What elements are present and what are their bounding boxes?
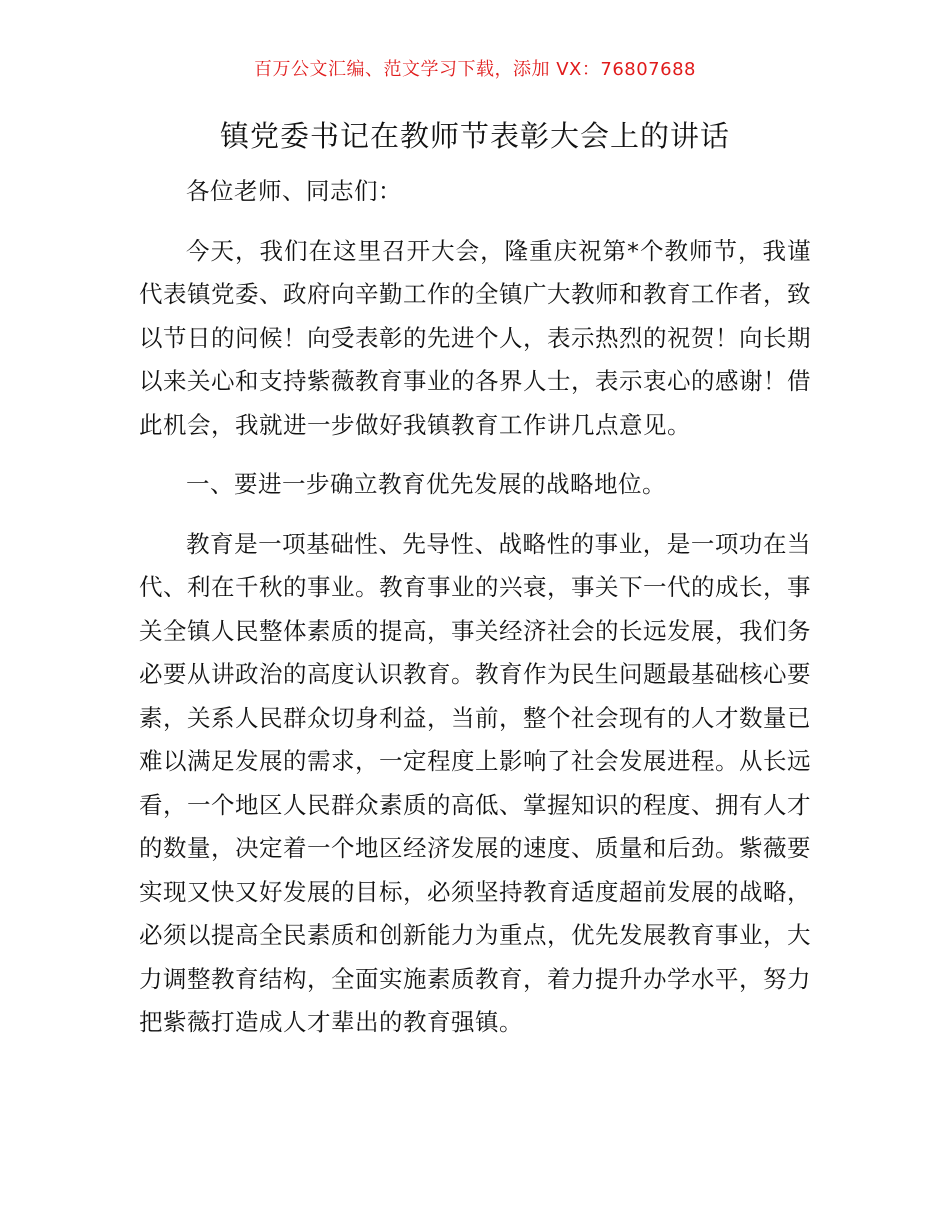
speech-title: 镇党委书记在教师节表彰大会上的讲话 bbox=[219, 119, 730, 153]
paragraph-section-1: 教育是一项基础性、先导性、战略性的事业，是一项功在当代、利在千秋的事业。教育事业的兴衰，事关下一代的成长，事关全镇人民整体素质的提高，事关经济社会的长远发展，我们务必要从讲政治的高度认识教育。教育作为民生问题最基础核心要素，关系人民群众切身利益，当前，整个社会现有的人才数量已难以满足发展的需求，一定程度上影响了社会发展进程。从长远看，一个地区人民群众素质的高低、掌握知识的程度、拥有人才的数量，决定着一个地区经济发展的速度、质量和后劲。紫薇要实现又快又好发展的目标，必须坚持教育适度超前发展的战略，必须以提高全民素质和创新能力为重点，优先发展教育事业，大力调整教育结构，全面实施素质教育，着力提升办学水平，努力把紫薇打造成人才辈出的教育强镇。 bbox=[139, 529, 811, 1036]
section-heading-1: 一、要进一步确立教育优先发展的战略地位。 bbox=[186, 470, 666, 498]
paragraph-opening: 今天，我们在这里召开大会，隆重庆祝第*个教师节，我谨代表镇党委、政府向辛勤工作的全镇广大教师和教育工作者，致以节日的问候！向受表彰的先进个人，表示热烈的祝贺！向长期以来关心和支持紫薇教育事业的各界人士，表示衷心的感谢！借此机会，我就进一步做好我镇教育工作讲几点意见。 bbox=[139, 236, 811, 439]
salutation: 各位老师、同志们： bbox=[186, 177, 402, 205]
watermark-header: 百万公文汇编、范文学习下载，添加 VX：76807688 bbox=[254, 59, 696, 80]
speech-body bbox=[139, 170, 811, 1061]
